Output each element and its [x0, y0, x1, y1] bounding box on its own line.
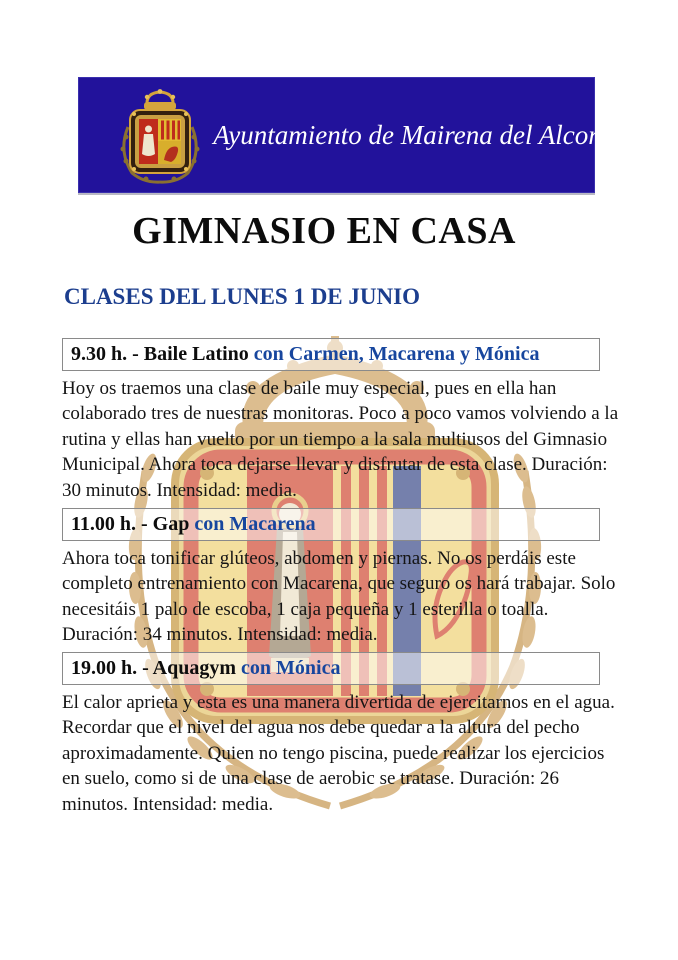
class-header — [62, 508, 600, 541]
class-header — [62, 338, 600, 371]
class-card-gap — [62, 508, 622, 648]
class-header — [62, 652, 600, 685]
class-card-aquagym — [62, 652, 622, 817]
banner — [78, 77, 599, 195]
class-description: El calor aprieta y esta es una manera divertida de ejercitarnos en el agua. Recordar que el nivel del agua nos debe quedar a la altura del pecho aproximadamente. Quien no tengo piscina, puede realizar los ejercicios en suelo, como si de una clase de aerobic se tratase. Duración: 26 minutos. Intensidad: media. — [62, 692, 615, 815]
class-time-title: 9.30 h. - Baile Latino — [71, 343, 249, 365]
coat-of-arms-icon — [114, 89, 206, 185]
class-time-title: 19.00 h. - Aquagym — [71, 657, 237, 679]
class-instructors: con Carmen, Macarena y Mónica — [253, 343, 540, 365]
page-title: GIMNASIO EN CASA — [132, 210, 516, 252]
class-time-title: 11.00 h. - Gap — [71, 513, 190, 535]
org-name: Ayuntamiento de Mairena del Alcor — [213, 119, 599, 150]
class-instructors: con Mónica — [241, 657, 341, 679]
class-card-baile-latino — [62, 338, 622, 503]
schedule-heading: CLASES DEL LUNES 1 DE JUNIO — [64, 284, 420, 309]
class-instructors: con Macarena — [194, 513, 316, 535]
class-description: Hoy os traemos una clase de baile muy especial, pues en ella han colaborado tres de nuestras monitoras. Poco a poco vamos volviendo a la rutina y ellas han vuelto por un tiempo a la sala multiusos del Gimnasio Municipal. Ahora toca dejarse llevar y disfrutar de esta clase. Duración: 30 minutos. Intensidad: media. — [62, 378, 619, 501]
class-description: Ahora toca tonificar glúteos, abdomen y piernas. No os perdáis este completo entrenamiento con Macarena, que seguro os hará trabajar. Solo necesitáis 1 palo de escoba, 1 caja pequeña y 1 esterilla o toalla. Duración: 34 minutos. Intensidad: media. — [62, 548, 616, 646]
